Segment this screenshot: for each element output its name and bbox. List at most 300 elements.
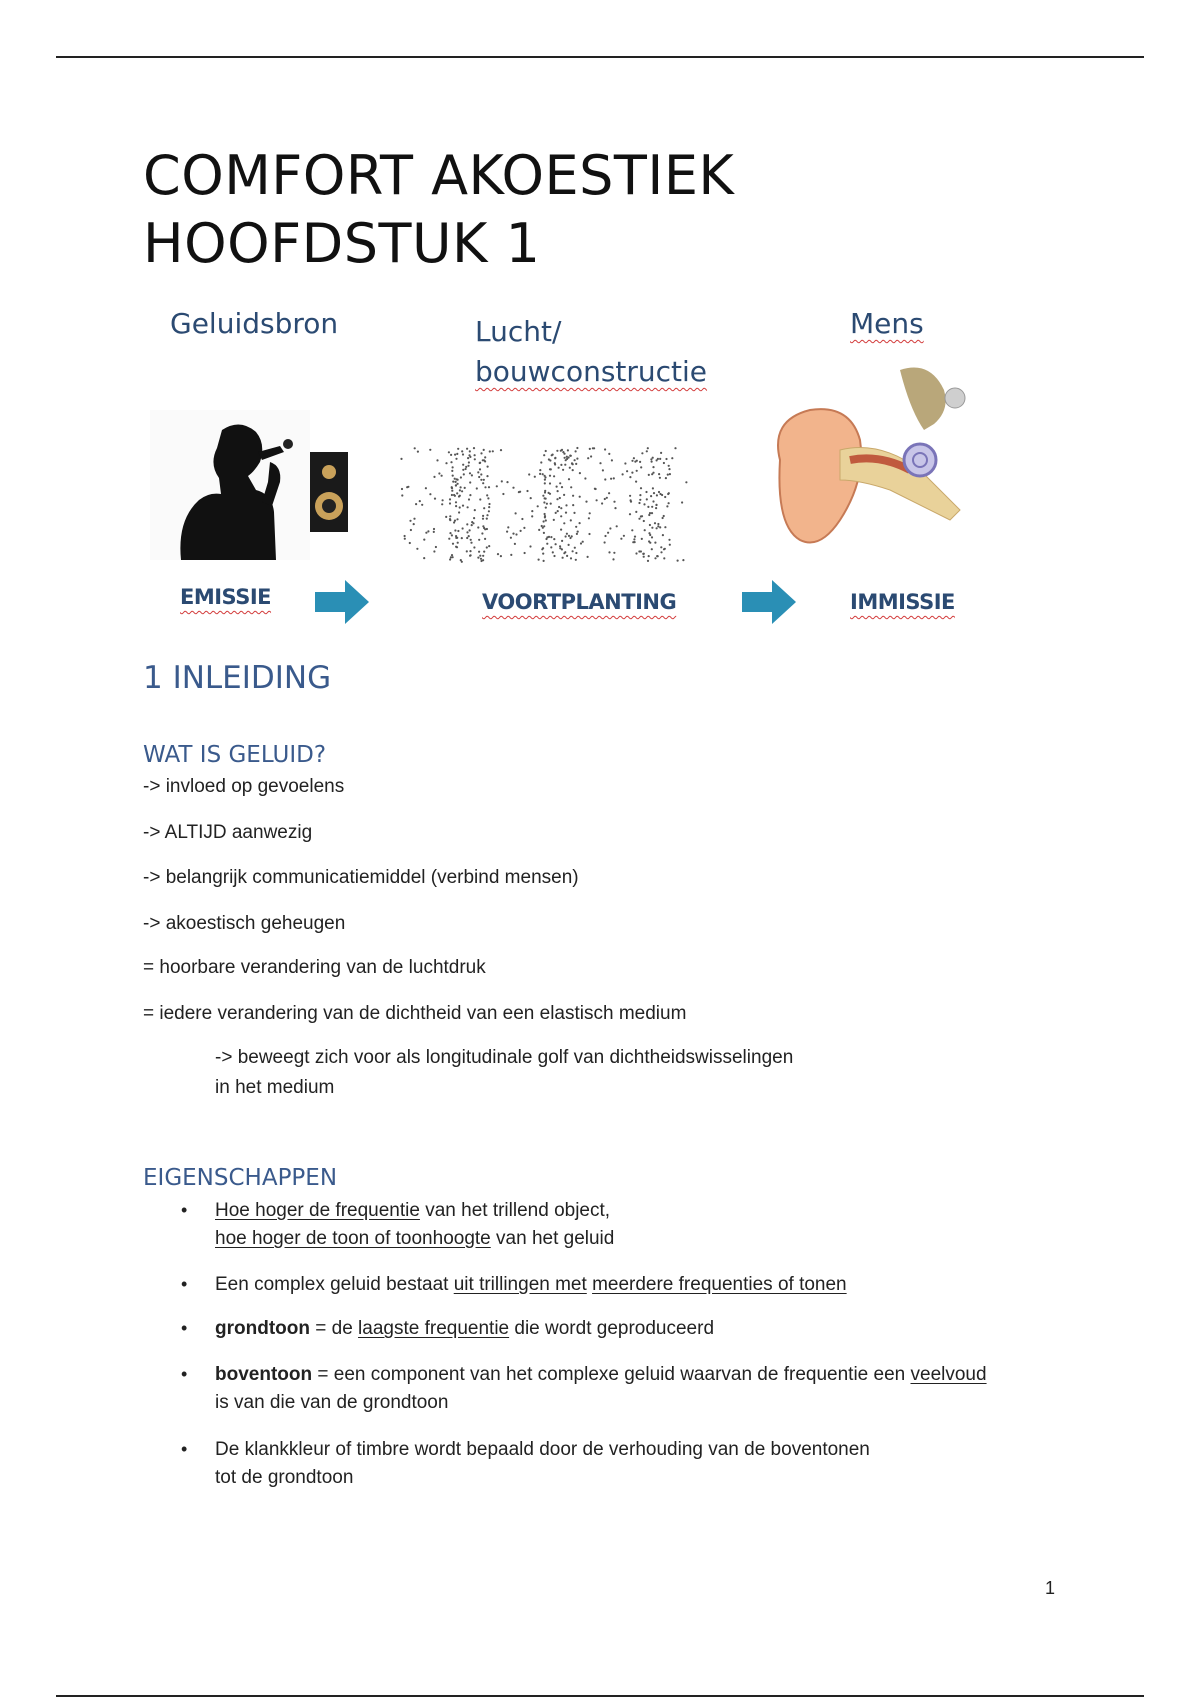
particle-dot [647,447,649,449]
particle-dot [558,467,560,469]
particle-dot [537,505,539,507]
underlined-text: veelvoud [910,1364,987,1385]
particle-dot [545,450,547,452]
particle-dot [483,449,485,451]
particle-dot [433,528,435,530]
particle-dot [650,458,652,460]
particle-dot [588,517,590,519]
particle-dot [571,463,573,465]
particle-dot [469,494,471,496]
particle-dot [555,543,557,545]
particle-dot [407,486,409,488]
particle-dot [562,557,564,559]
particle-dot [423,557,425,559]
particle-dot [469,472,471,474]
particle-dot [668,468,670,470]
particle-dot [488,486,490,488]
particle-dot [668,502,670,504]
particle-dot [486,514,488,516]
arrow-right-icon [742,580,796,624]
particle-dot [631,460,633,462]
particle-dot [559,482,561,484]
particle-dot [479,498,481,500]
particle-dot [529,545,531,547]
particle-dot [506,481,508,483]
particle-dot [417,451,419,453]
particle-dot [456,492,458,494]
particle-dot [633,457,635,459]
particle-dot [590,455,592,457]
particle-dot [469,555,471,557]
particle-dot [459,489,461,491]
particle-dot [647,560,649,562]
particle-dot [567,449,569,451]
particle-dot [401,488,403,490]
particle-dot [649,542,651,544]
particle-dot [608,453,610,455]
particle-dot [550,503,552,505]
particle-dot [468,535,470,537]
particle-dot [448,538,450,540]
particle-dot [510,554,512,556]
particle-dot [502,493,504,495]
particle-dot [482,518,484,520]
particle-dot [454,478,456,480]
particle-dot [665,458,667,460]
particle-dot [442,499,444,501]
particle-dot [561,486,563,488]
particle-dot [556,498,558,500]
particle-dot [614,507,616,509]
text: = de [309,1318,359,1339]
particle-dot [451,490,453,492]
particle-dot [482,482,484,484]
particle-dot [606,497,608,499]
particle-dot [425,487,427,489]
particle-dot [461,490,463,492]
particle-dot [467,465,469,467]
particle-dot [549,475,551,477]
bullet-marker: • [181,1318,188,1338]
particle-dot [480,558,482,560]
ear-icon [760,350,990,580]
particle-dot [465,466,467,468]
list-item: = hoorbare verandering van de luchtdruk [143,957,486,978]
particle-dot [451,470,453,472]
particle-dot [635,552,637,554]
particle-dot [592,447,594,449]
particle-dot [579,472,581,474]
bullet-line: De klankkleur of timbre wordt bepaald door de verhouding van de boventonen [215,1439,870,1460]
particle-dot [471,474,473,476]
particle-dot [636,460,638,462]
particle-dot [540,461,542,463]
particle-dot [589,448,591,450]
label-mens: Mens [850,307,924,340]
particle-dot [630,499,632,501]
particle-dot [572,469,574,471]
particle-dot [631,529,633,531]
particle-dot [453,521,455,523]
particle-dot [566,555,568,557]
particle-dot [427,530,429,532]
particle-dot [466,523,468,525]
particle-dot [570,486,572,488]
particle-dot [413,518,415,520]
particle-dot [544,476,546,478]
particle-dot [486,475,488,477]
particle-dot [477,526,479,528]
particle-dot [674,447,676,449]
particle-dot [633,538,635,540]
particle-dot [559,547,561,549]
particle-dot [622,473,624,475]
particle-dot [657,523,659,525]
particle-dot [452,466,454,468]
particle-dot [575,450,577,452]
particle-dot [652,500,654,502]
particle-dot [478,476,480,478]
particle-dot [438,472,440,474]
particle-dot [541,548,543,550]
particle-dot [480,479,482,481]
particle-dot [550,536,552,538]
particle-dot [572,504,574,506]
bullet-marker: • [181,1364,188,1384]
list-item: = iedere verandering van de dichtheid van een elastisch medium [143,1003,687,1024]
particle-dot [576,458,578,460]
particle-dot [515,512,517,514]
particle-dot [445,516,447,518]
particle-dot [573,512,575,514]
particle-dot [663,515,665,517]
particle-dot [466,531,468,533]
particle-dot [553,555,555,557]
particle-dot [647,506,649,508]
particle-dot [452,475,454,477]
particle-dot [542,473,544,475]
particle-dot [500,555,502,557]
particle-dot [452,556,454,558]
particle-dot [580,542,582,544]
particle-dot [433,550,435,552]
particle-dot [649,534,651,536]
particle-dot [528,473,530,475]
particle-dot [500,449,502,451]
particle-dot [575,526,577,528]
particle-dot [459,495,461,497]
particle-dot [654,542,656,544]
particle-dot [455,481,457,483]
particle-dot [545,507,547,509]
particle-dot [462,527,464,529]
particle-dot [453,494,455,496]
particle-dot [441,503,443,505]
particle-dot [626,470,628,472]
particle-dot [473,517,475,519]
particle-dot [448,451,450,453]
particle-dot [510,537,512,539]
particle-dot [467,457,469,459]
particle-dot [470,542,472,544]
particle-dot [478,551,480,553]
particle-dot [570,519,572,521]
particle-dot [542,495,544,497]
particle-dot [436,459,438,461]
particle-dot [474,458,476,460]
particle-dot [480,473,482,475]
particle-dot [401,494,403,496]
particle-dot [635,511,637,513]
underlined-text: Hoe hoger de frequentie [215,1200,420,1221]
bullet-marker: • [181,1439,188,1459]
particle-dot [646,498,648,500]
particle-dot [659,458,661,460]
bold-term: grondtoon [215,1318,310,1339]
particle-dot [561,449,563,451]
particle-dot [400,458,402,460]
particle-dot [466,537,468,539]
particle-dot [613,477,615,479]
particle-dot [451,494,453,496]
text: = een component van het complexe geluid waarvan de frequentie een [312,1364,911,1385]
particle-dot [584,477,586,479]
bullet-line [215,1228,614,1250]
particle-dot [457,479,459,481]
particle-dot [454,520,456,522]
particle-dot [620,538,622,540]
particle-dot [488,506,490,508]
indented-line: in het medium [215,1077,335,1098]
particle-dot [481,532,483,534]
particle-dot [486,546,488,548]
particle-dot [416,548,418,550]
particle-dot [566,456,568,458]
particle-dot [546,503,548,505]
particle-dot [425,532,427,534]
underlined-text: uit trillingen met [453,1274,587,1295]
particle-dot [552,454,554,456]
particle-dot [507,526,509,528]
particle-dot [641,515,643,517]
particle-dot [462,453,464,455]
sound-chain-figure [150,300,1050,630]
particle-dot [486,528,488,530]
particle-dot [488,510,490,512]
particle-dot [473,546,475,548]
particle-dot [484,456,486,458]
particle-dot [484,486,486,488]
particle-dot [579,496,581,498]
particle-dot [451,487,453,489]
particle-dot [552,551,554,553]
bullet-line: is van die van de grondtoon [215,1392,449,1413]
particle-dot [587,556,589,558]
particle-dot [556,486,558,488]
particle-dot [639,461,641,463]
particle-dot [480,560,482,562]
particle-dot [653,492,655,494]
particle-dot [554,462,556,464]
particle-dot [610,478,612,480]
particle-dot [656,527,658,529]
particle-dot [645,491,647,493]
particle-dot [623,535,625,537]
particle-dot [656,494,658,496]
particle-dot [451,534,453,536]
particle-dot [574,459,576,461]
particle-dot [429,449,431,451]
list-item: -> invloed op gevoelens [143,776,345,797]
bullet-line [215,1318,714,1340]
particle-dot [451,554,453,556]
particle-dot [544,490,546,492]
particle-dot [456,518,458,520]
particle-dot [640,550,642,552]
particle-dot [640,466,642,468]
particle-dot [404,538,406,540]
particle-dot [454,454,456,456]
particle-dot [650,495,652,497]
title-line-1: COMFORT AKOESTIEK [143,144,735,207]
particle-dot [629,476,631,478]
particle-dot [515,533,517,535]
particle-dot [497,553,499,555]
particle-dot [479,468,481,470]
particle-dot [560,507,562,509]
particle-dot [563,494,565,496]
particle-dot [455,505,457,507]
particle-dot [652,472,654,474]
particle-dot [651,548,653,550]
particle-dot [478,539,480,541]
particle-dot [467,506,469,508]
particle-dot [579,522,581,524]
particle-dot [596,499,598,501]
particle-dot [530,497,532,499]
particle-dot [419,500,421,502]
particle-dot [483,459,485,461]
particle-dot [662,534,664,536]
particle-dot [616,525,618,527]
particle-dot [607,532,609,534]
bullet-marker: • [181,1200,188,1220]
particle-dot [543,532,545,534]
particle-dot [414,447,416,449]
particle-dot [474,509,476,511]
bullet-line [215,1364,987,1386]
label-lucht-line2: bouwconstructie [475,355,708,388]
particle-dot [613,501,615,503]
particle-dot [468,498,470,500]
particle-dot [646,450,648,452]
particle-dot [570,557,572,559]
particle-dot [477,471,479,473]
particle-dot [624,462,626,464]
particle-dot [657,555,659,557]
particle-dot [456,546,458,548]
particle-dot [544,497,546,499]
particle-dot [460,486,462,488]
particle-dot [640,487,642,489]
label-lucht [475,312,707,392]
particle-dot [652,487,654,489]
list-item: -> akoestisch geheugen [143,913,346,934]
particle-dot [562,469,564,471]
indented-line: -> beweegt zich voor als longitudinale golf van dichtheidswisselingen [215,1047,794,1068]
particle-dot [462,464,464,466]
text: Een complex geluid bestaat [215,1274,454,1295]
list-item: -> belangrijk communicatiemiddel (verbind mensen) [143,867,579,888]
particle-dot [658,491,660,493]
particle-dot [476,487,478,489]
particle-dot [572,550,574,552]
particle-dot [486,518,488,520]
particle-dot [550,468,552,470]
particle-dot [660,546,662,548]
particle-dot [651,506,653,508]
bullet-line: tot de grondtoon [215,1467,354,1488]
particle-dot [655,504,657,506]
particle-dot [520,530,522,532]
particle-dot [564,457,566,459]
particle-dot [523,527,525,529]
particle-dot [569,467,571,469]
particle-dot [643,553,645,555]
particle-dot [449,558,451,560]
particle-dot [531,515,533,517]
particle-dot [576,447,578,449]
particle-dot [457,448,459,450]
particle-dot [496,485,498,487]
particle-dot [541,525,543,527]
particle-dot [574,547,576,549]
particle-dot [544,513,546,515]
particle-dot [550,546,552,548]
particle-dot [559,545,561,547]
particle-dot [659,477,661,479]
particle-dot [539,469,541,471]
particle-dot [561,540,563,542]
particle-dot [544,515,546,517]
particle-dot [409,520,411,522]
particle-dot [482,515,484,517]
particle-dot [460,559,462,561]
label-geluidsbron: Geluidsbron [170,307,339,340]
particle-dot [469,481,471,483]
particle-dot [635,481,637,483]
subheading-eigenschappen: EIGENSCHAPPEN [143,1165,338,1191]
particle-dot [526,490,528,492]
particle-dot [553,519,555,521]
particle-dot [413,523,415,525]
particle-dot [589,512,591,514]
particle-dot [651,527,653,529]
particle-dot [563,552,565,554]
particle-dot [651,512,653,514]
particle-dot [483,507,485,509]
particle-dot [595,488,597,490]
particle-dot [559,497,561,499]
particle-dot [671,457,673,459]
particle-dot [588,533,590,535]
particle-dot [469,450,471,452]
particle-dot [538,529,540,531]
particle-dot [631,472,633,474]
particle-dot [450,461,452,463]
particle-dot [477,557,479,559]
particle-dot [479,462,481,464]
